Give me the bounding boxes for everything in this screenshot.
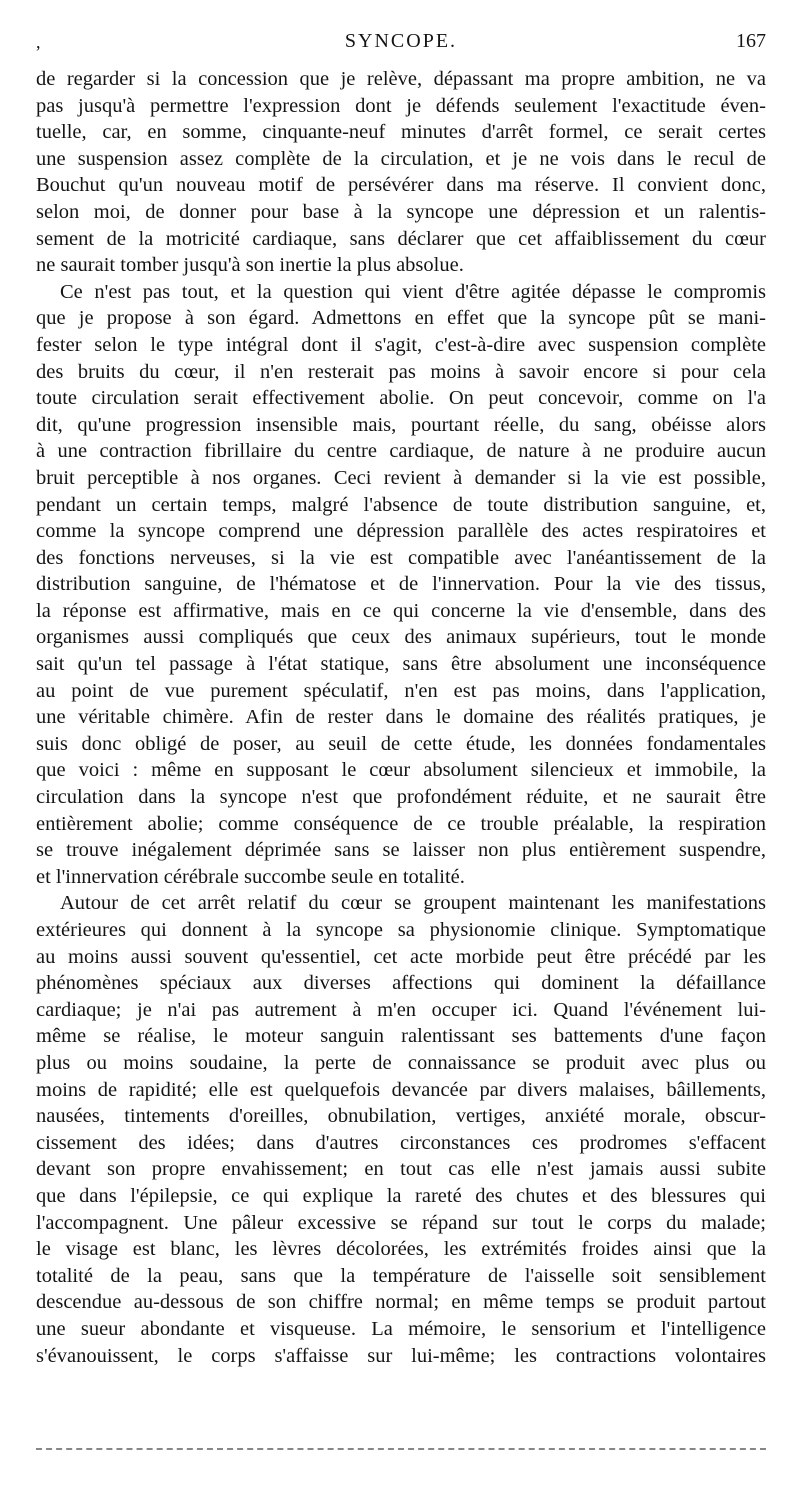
- text-line: sait qu'un tel passage à l'état statique, sans être absolument une inconséquence: [36, 653, 766, 676]
- text-line: entièrement abolie; comme conséquence de ce trouble préalable, la respiration: [36, 812, 766, 835]
- text-line: que je propose à son égard. Admettons en effet que la syncope pût se mani-: [36, 307, 766, 330]
- text-line: phénomènes spéciaux aux diverses affections qui dominent la défaillance: [36, 972, 766, 995]
- text-line: bruit perceptible à nos organes. Ceci revient à demander si la vie est possible,: [36, 466, 766, 489]
- text-line: des fonctions nerveuses, si la vie est compatible avec l'anéantissement de la: [36, 546, 766, 569]
- text-line: selon moi, de donner pour base à la syncope une dépression et un ralentis-: [36, 200, 766, 223]
- text-line: une suspension assez complète de la circulation, et je ne vois dans le recul de: [36, 147, 766, 170]
- text-line: extérieures qui donnent à la syncope sa physionomie clinique. Symptomatique: [36, 919, 766, 941]
- running-title: SYNCOPE.: [344, 30, 458, 52]
- text-line: organismes aussi compliqués que ceux des animaux supérieurs, tout le monde: [36, 626, 766, 649]
- text-line: sement de la motricité cardiaque, sans déclarer que cet affaiblissement du cœur: [36, 227, 766, 250]
- text-line: s'évanouissent, le corps s'affaisse sur lui-même; les contractions volontaires: [36, 1344, 766, 1367]
- text-line: distribution sanguine, de l'hématose et de l'innervation. Pour la vie des tissus,: [36, 573, 766, 596]
- running-header: [36, 30, 766, 58]
- text-line: pas jusqu'à permettre l'expression dont je défends seulement l'exactitude éven-: [36, 94, 766, 117]
- text-line: même se réalise, le moteur sanguin ralentissant ses battements d'une façon: [36, 1025, 766, 1048]
- text-line: au moins aussi souvent qu'essentiel, cet acte morbide peut être précédé par les: [36, 945, 766, 968]
- text-line: Autour de cet arrêt relatif du cœur se groupent maintenant les manifestations: [60, 892, 766, 915]
- text-line: dit, qu'une progression insensible mais, pourtant réelle, du sang, obéisse alors: [36, 413, 766, 436]
- text-line: moins de rapidité; elle est quelquefois devancée par divers malaises, bâillements,: [36, 1078, 766, 1101]
- text-line: pendant un certain temps, malgré l'absence de toute distribution sanguine, et,: [36, 493, 766, 516]
- footer-divider: [36, 1448, 766, 1450]
- text-line: une sueur abondante et visqueuse. La mémoire, le sensorium et l'intelligence: [36, 1317, 766, 1340]
- header-mark: ,: [36, 32, 41, 52]
- text-line: de regarder si la concession que je relève, dépassant ma propre ambition, ne va: [36, 68, 766, 90]
- text-line: cissement des idées; dans d'autres circonstances ces prodromes s'effacent: [36, 1131, 766, 1154]
- text-line: l'accompagnent. Une pâleur excessive se répand sur tout le corps du malade;: [36, 1211, 766, 1234]
- text-line: que dans l'épilepsie, ce qui explique la rareté des chutes et des blessures qui: [36, 1184, 766, 1207]
- text-line: à une contraction fibrillaire du centre cardiaque, de nature à ne produire aucun: [36, 440, 766, 463]
- text-line: se trouve inégalement déprimée sans se laisser non plus entièrement suspendre,: [36, 839, 766, 862]
- text-line: Ce n'est pas tout, et la question qui vient d'être agitée dépasse le compromis: [60, 280, 766, 303]
- text-line: toute circulation serait effectivement abolie. On peut concevoir, comme on l'a: [36, 387, 766, 410]
- text-line: devant son propre envahissement; en tout cas elle n'est jamais aussi subite: [36, 1158, 766, 1181]
- text-line: nausées, tintements d'oreilles, obnubilation, vertiges, anxiété morale, obscur-: [36, 1105, 766, 1128]
- text-line: au point de vue purement spéculatif, n'en est pas moins, dans l'application,: [36, 679, 766, 702]
- text-line: que voici : même en supposant le cœur absolument silencieux et immobile, la: [36, 759, 766, 782]
- text-line: le visage est blanc, les lèvres décolorées, les extrémités froides ainsi que la: [36, 1238, 766, 1261]
- text-line: des bruits du cœur, il n'en resterait pas moins à savoir encore si pour cela: [36, 360, 766, 383]
- text-line: cardiaque; je n'ai pas autrement à m'en occuper ici. Quand l'événement lui-: [36, 998, 766, 1021]
- page-number: 167: [736, 30, 766, 52]
- text-line: tuelle, car, en somme, cinquante-neuf minutes d'arrêt formel, ce serait certes: [36, 121, 766, 144]
- text-line: suis donc obligé de poser, au seuil de cette étude, les données fondamentales: [36, 732, 766, 755]
- text-line: une véritable chimère. Afin de rester dans le domaine des réalités pratiques, je: [36, 706, 766, 729]
- text-line: descendue au-dessous de son chiffre normal; en même temps se produit partout: [36, 1291, 766, 1314]
- text-line: totalité de la peau, sans que la température de l'aisselle soit sensiblement: [36, 1264, 766, 1287]
- text-line: circulation dans la syncope n'est que profondément réduite, et ne saurait être: [36, 786, 766, 809]
- text-line: la réponse est affirmative, mais en ce qui concerne la vie d'ensemble, dans des: [36, 599, 766, 622]
- text-line: plus ou moins soudaine, la perte de connaissance se produit avec plus ou: [36, 1051, 766, 1074]
- text-line: ne saurait tomber jusqu'à son inertie la plus absolue.: [36, 254, 464, 277]
- text-line: Bouchut qu'un nouveau motif de persévérer dans ma réserve. Il convient donc,: [36, 174, 766, 197]
- body-text: [36, 66, 766, 1369]
- text-line: fester selon le type intégral dont il s'agit, c'est-à-dire avec suspension complète: [36, 333, 766, 356]
- text-line: comme la syncope comprend une dépression parallèle des actes respiratoires et: [36, 520, 766, 543]
- text-line: et l'innervation cérébrale succombe seule en totalité.: [36, 865, 465, 888]
